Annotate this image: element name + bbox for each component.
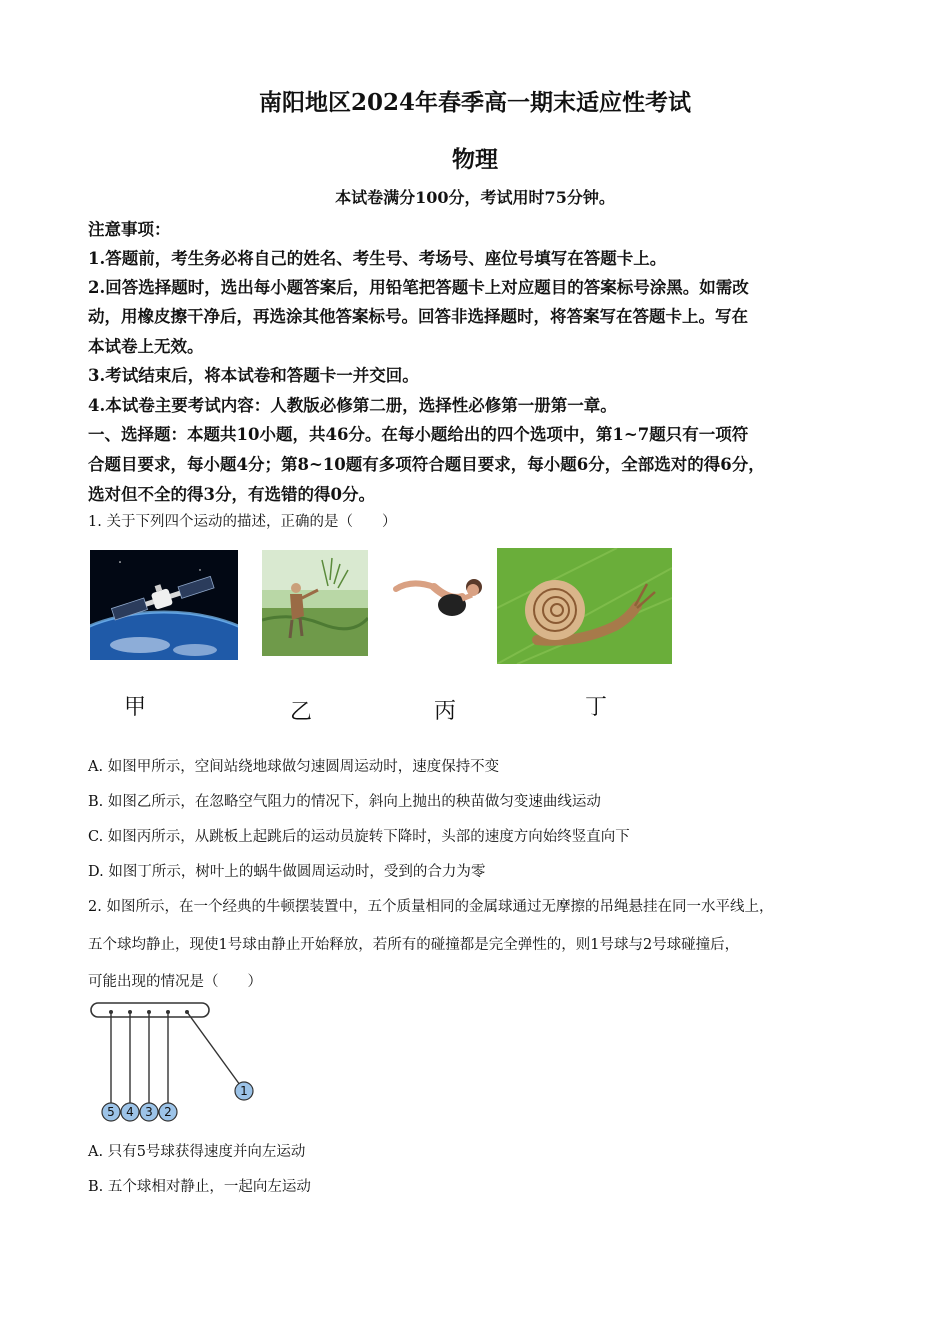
note-line: 本试卷上无效。 bbox=[88, 337, 204, 356]
q1-option-b: B. 如图乙所示，在忽略空气阻力的情况下，斜向上抛出的秧苗做匀变速曲线运动 bbox=[88, 794, 601, 810]
question-2-stem: 2. 如图所示，在一个经典的牛顿摆装置中，五个质量相同的金属球通过无摩擦的吊绳悬挂在同一水平线上， bbox=[88, 899, 774, 915]
ball-4-label: 4 bbox=[126, 1105, 134, 1119]
caption-yi: 乙 bbox=[290, 700, 313, 725]
newtons-cradle-diagram bbox=[86, 998, 262, 1124]
snail-image bbox=[497, 548, 672, 664]
exam-info: 本试卷满分100分，考试用时75分钟。 bbox=[335, 188, 615, 207]
note-line: 动，用橡皮擦干净后，再选涂其他答案标号。回答非选择题时，将答案写在答题卡上。写在 bbox=[88, 307, 748, 326]
question-2-stem: 五个球均静止，现使1号球由静止开始释放，若所有的碰撞都是完全弹性的，则1号球与2号球碰撞后， bbox=[88, 937, 740, 953]
diver-image bbox=[392, 573, 486, 627]
section-instruction: 选对但不全的得3分，有选错的得0分。 bbox=[88, 485, 375, 504]
ball-1-label: 1 bbox=[240, 1084, 248, 1098]
exam-subject: 物理 bbox=[452, 146, 498, 173]
q2-option-b: B. 五个球相对静止，一起向左运动 bbox=[88, 1179, 311, 1195]
caption-bing: 丙 bbox=[434, 699, 457, 724]
note-line: 3.考试结束后，将本试卷和答题卡一并交回。 bbox=[88, 366, 419, 385]
note-line: 1.答题前，考生务必将自己的姓名、考生号、考场号、座位号填写在答题卡上。 bbox=[88, 249, 667, 268]
seedling-throw-image bbox=[262, 550, 368, 656]
caption-jia: 甲 bbox=[124, 695, 147, 720]
q1-option-a: A. 如图甲所示，空间站绕地球做匀速圆周运动时，速度保持不变 bbox=[88, 759, 500, 775]
section-instruction: 合题目要求，每小题4分；第8~10题有多项符合题目要求，每小题6分，全部选对的得6分， bbox=[88, 455, 765, 474]
q1-option-c: C. 如图丙所示，从跳板上起跳后的运动员旋转下降时，头部的速度方向始终竖直向下 bbox=[88, 829, 630, 845]
exam-title: 南阳地区2024年春季高一期末适应性考试 bbox=[258, 89, 691, 116]
note-line: 4.本试卷主要考试内容：人教版必修第二册，选择性必修第一册第一章。 bbox=[88, 396, 617, 415]
ball-5-label: 5 bbox=[107, 1105, 115, 1119]
caption-ding: 丁 bbox=[585, 695, 608, 720]
question-1-stem: 1. 关于下列四个运动的描述，正确的是（ ） bbox=[88, 514, 397, 530]
q1-option-d: D. 如图丁所示，树叶上的蜗牛做圆周运动时，受到的合力为零 bbox=[88, 864, 486, 880]
space-station-image bbox=[90, 550, 238, 660]
note-line: 2.回答选择题时，选出每小题答案后，用铅笔把答题卡上对应题目的答案标号涂黑。如需改 bbox=[88, 278, 749, 297]
section-instruction: 一、选择题：本题共10小题，共46分。在每小题给出的四个选项中，第1~7题只有一项符 bbox=[88, 425, 749, 444]
question-2-stem: 可能出现的情况是（ ） bbox=[88, 974, 262, 990]
notes-heading: 注意事项： bbox=[88, 220, 171, 239]
ball-3-label: 3 bbox=[145, 1105, 153, 1119]
q2-option-a: A. 只有5号球获得速度并向左运动 bbox=[88, 1144, 306, 1160]
ball-2-label: 2 bbox=[164, 1105, 172, 1119]
